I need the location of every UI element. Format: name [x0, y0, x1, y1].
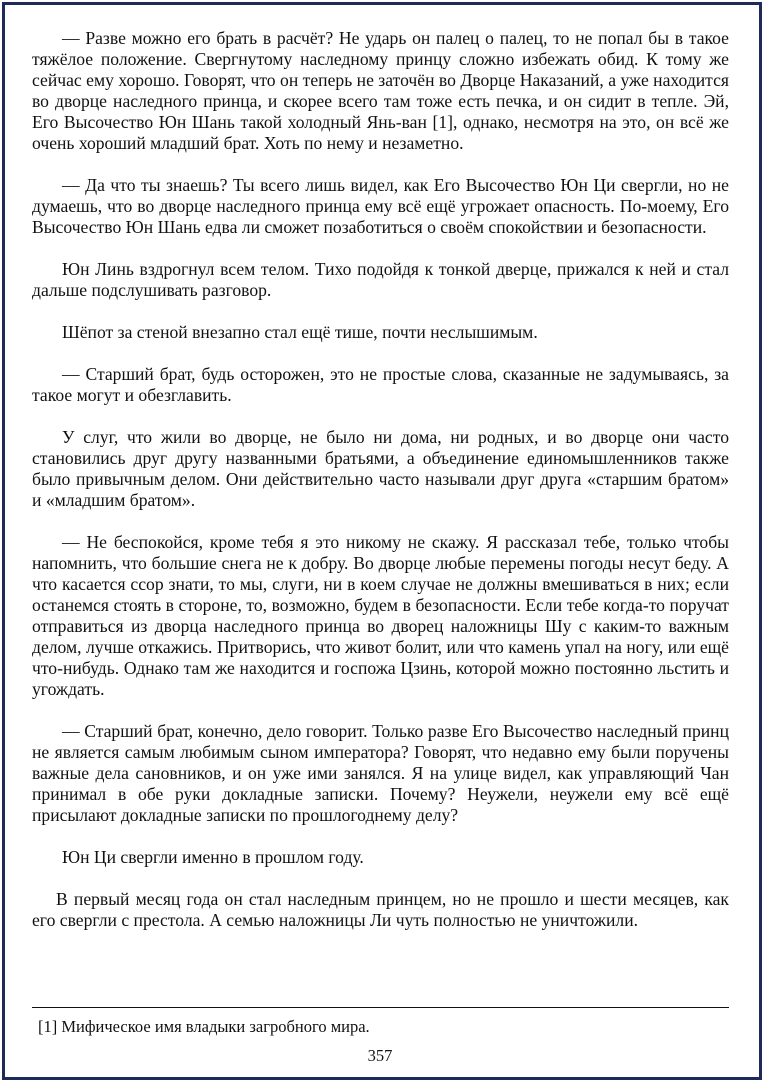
- paragraph-7: — Не беспокойся, кроме тебя я это никому не скажу. Я рассказал тебе, только чтобы напомнить, что большие снега не к добру. Во дворце любые перемены погоды несут беду. А что касается ссор знати, то мы, слуги, ни в коем случае не должны вмешиваться в них; если останемся стоять в стороне, то, возможно, будем в безопасности. Если тебе когда-то поручат отправиться из дворца наследного принца во дворец наложницы Шу с каким-то важным делом, лучше откажись. Притворись, что живот болит, или что камень упал на ногу, или ещё что-нибудь. Однако там же находится и госпожа Цзинь, которой можно постоянно льстить и угождать.: [32, 532, 729, 699]
- paragraph-10: В первый месяц года он стал наследным принцем, но не прошло и шести месяцев, как его свергли с престола. А семью наложницы Ли чуть полностью не уничтожили.: [32, 889, 729, 930]
- paragraph-6: У слуг, что жили во дворце, не было ни дома, ни родных, и во дворце они часто становились друг другу названными братьями, а объединение единомышленников также было привычным делом. Они действительно часто называли друг друга «старшим братом» и «младшим братом».: [32, 427, 729, 510]
- paragraph-8: — Старший брат, конечно, дело говорит. Только разве Его Высочество наследный принц не является самым любимым сыном императора? Говорят, что недавно ему были поручены важные дела сановников, и он уже ими занялся. Я на улице видел, как управляющий Чан принимал в обе руки докладные записки. Почему? Неужели, неужели ему всё ещё присылают докладные записки по прошлогоднему делу?: [32, 721, 729, 825]
- footnote: [1] Мифическое имя владыки загробного мира.: [38, 1017, 370, 1036]
- page-number: 357: [367, 1046, 393, 1065]
- paragraph-5: — Старший брат, будь осторожен, это не простые слова, сказанные не задумываясь, за такое могут и обезглавить.: [32, 364, 729, 405]
- paragraph-9: Юн Ци свергли именно в прошлом году.: [62, 847, 364, 867]
- page-body: [32, 28, 729, 931]
- paragraph-1: — Разве можно его брать в расчёт? Не ударь он палец о палец, то не попал бы в такое тяжёлое положение. Свергнутому наследному принцу сложно избежать обид. К тому же сейчас ему хорошо. Говорят, что он теперь не заточён во Дворце Наказаний, а уже находится во дворце наследного принца, и скорее всего там тоже есть печка, и он сидит в тепле. Эй, Его Высочество Юн Шань такой холодный Янь-ван [1], однако, несмотря на это, он всё же очень хороший младший брат. Хоть по нему и незаметно.: [32, 28, 729, 153]
- paragraph-4: Шёпот за стеной внезапно стал ещё тише, почти неслышимым.: [62, 322, 538, 342]
- paragraph-3: Юн Линь вздрогнул всем телом. Тихо подойдя к тонкой дверце, прижался к ней и стал дальше подслушивать разговор.: [32, 259, 729, 300]
- footnote-divider: [32, 1007, 729, 1008]
- paragraph-2: — Да что ты знаешь? Ты всего лишь видел, как Его Высочество Юн Ци свергли, но не думаешь, что во дворце наследного принца ему всё ещё угрожает опасность. По-моему, Его Высочество Юн Шань едва ли сможет позаботиться о своём спокойствии и безопасности.: [32, 175, 729, 237]
